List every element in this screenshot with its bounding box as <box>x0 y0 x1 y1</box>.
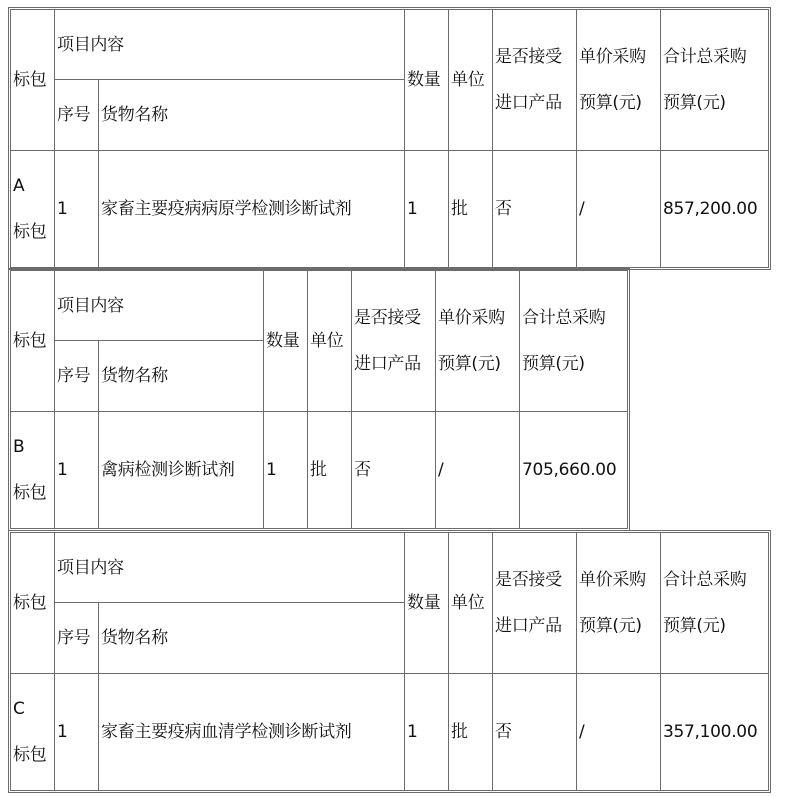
quantity-cell: 1 <box>264 412 308 529</box>
unit-cell: 批 <box>449 674 493 791</box>
header-import-line1: 是否接受 <box>495 570 562 590</box>
seq-cell: 1 <box>55 151 99 268</box>
package-label <box>11 674 55 791</box>
header-total-budget-line2: 预算(元) <box>663 616 726 636</box>
package-suffix: 标包 <box>13 222 47 242</box>
header-import-line1: 是否接受 <box>495 47 562 67</box>
unit-cell: 批 <box>308 412 352 529</box>
header-unit: 单位 <box>308 271 352 412</box>
header-package: 标包 <box>11 271 55 412</box>
header-unit-price-line2: 预算(元) <box>579 93 642 113</box>
header-total-budget-line2: 预算(元) <box>663 93 726 113</box>
header-item-content: 项目内容 <box>55 271 264 341</box>
import-cell: 否 <box>493 674 577 791</box>
package-suffix: 标包 <box>13 483 47 503</box>
total-budget-cell: 705,660.00 <box>520 412 628 529</box>
package-letter: C <box>13 699 25 719</box>
goods-name-cell: 家畜主要疫病病原学检测诊断试剂 <box>99 151 405 268</box>
header-unit-price-line1: 单价采购 <box>579 47 646 67</box>
goods-name-cell: 禽病检测诊断试剂 <box>99 412 264 529</box>
header-item-content: 项目内容 <box>55 533 405 603</box>
header-goods-name: 货物名称 <box>99 603 405 674</box>
header-quantity: 数量 <box>405 533 449 674</box>
unit-price-cell: / <box>577 151 661 268</box>
header-seq: 序号 <box>55 80 99 151</box>
header-import <box>493 10 577 151</box>
header-unit-price <box>436 271 520 412</box>
header-total-budget-line1: 合计总采购 <box>663 47 747 67</box>
header-total-budget-line2: 预算(元) <box>522 354 585 374</box>
header-import-line2: 进口产品 <box>495 616 562 636</box>
header-item-content: 项目内容 <box>55 10 405 80</box>
header-unit-price <box>577 10 661 151</box>
package-label <box>11 412 55 529</box>
quantity-cell: 1 <box>405 151 449 268</box>
header-total-budget-line1: 合计总采购 <box>522 308 606 328</box>
seq-cell: 1 <box>55 674 99 791</box>
total-budget-cell: 857,200.00 <box>661 151 769 268</box>
seq-cell: 1 <box>55 412 99 529</box>
header-seq: 序号 <box>55 603 99 674</box>
package-suffix: 标包 <box>13 745 47 765</box>
header-unit-price <box>577 533 661 674</box>
header-goods-name: 货物名称 <box>99 80 405 151</box>
header-import-line2: 进口产品 <box>495 93 562 113</box>
header-total-budget-line1: 合计总采购 <box>663 570 747 590</box>
header-quantity: 数量 <box>264 271 308 412</box>
package-letter: A <box>13 176 25 196</box>
goods-name-cell: 家畜主要疫病血清学检测诊断试剂 <box>99 674 405 791</box>
header-unit-price-line2: 预算(元) <box>438 354 501 374</box>
header-goods-name: 货物名称 <box>99 341 264 412</box>
package-a-table <box>10 9 769 268</box>
unit-price-cell: / <box>577 674 661 791</box>
header-unit-price-line1: 单价采购 <box>438 308 505 328</box>
import-cell: 否 <box>352 412 436 529</box>
package-label <box>11 151 55 268</box>
table-row <box>11 151 769 268</box>
package-c-table <box>10 532 769 791</box>
unit-price-cell: / <box>436 412 520 529</box>
import-cell: 否 <box>493 151 577 268</box>
header-quantity: 数量 <box>405 10 449 151</box>
header-unit-price-line1: 单价采购 <box>579 570 646 590</box>
header-unit-price-line2: 预算(元) <box>579 616 642 636</box>
header-unit: 单位 <box>449 533 493 674</box>
header-import <box>493 533 577 674</box>
quantity-cell: 1 <box>405 674 449 791</box>
table-row <box>11 674 769 791</box>
header-import <box>352 271 436 412</box>
package-b-table <box>10 270 628 529</box>
header-package: 标包 <box>11 10 55 151</box>
package-letter: B <box>13 437 25 457</box>
header-total-budget <box>661 533 769 674</box>
unit-cell: 批 <box>449 151 493 268</box>
header-import-line2: 进口产品 <box>354 354 421 374</box>
total-budget-cell: 357,100.00 <box>661 674 769 791</box>
header-seq: 序号 <box>55 341 99 412</box>
header-import-line1: 是否接受 <box>354 308 421 328</box>
header-package: 标包 <box>11 533 55 674</box>
header-total-budget <box>520 271 628 412</box>
table-row <box>11 412 628 529</box>
header-total-budget <box>661 10 769 151</box>
header-unit: 单位 <box>449 10 493 151</box>
